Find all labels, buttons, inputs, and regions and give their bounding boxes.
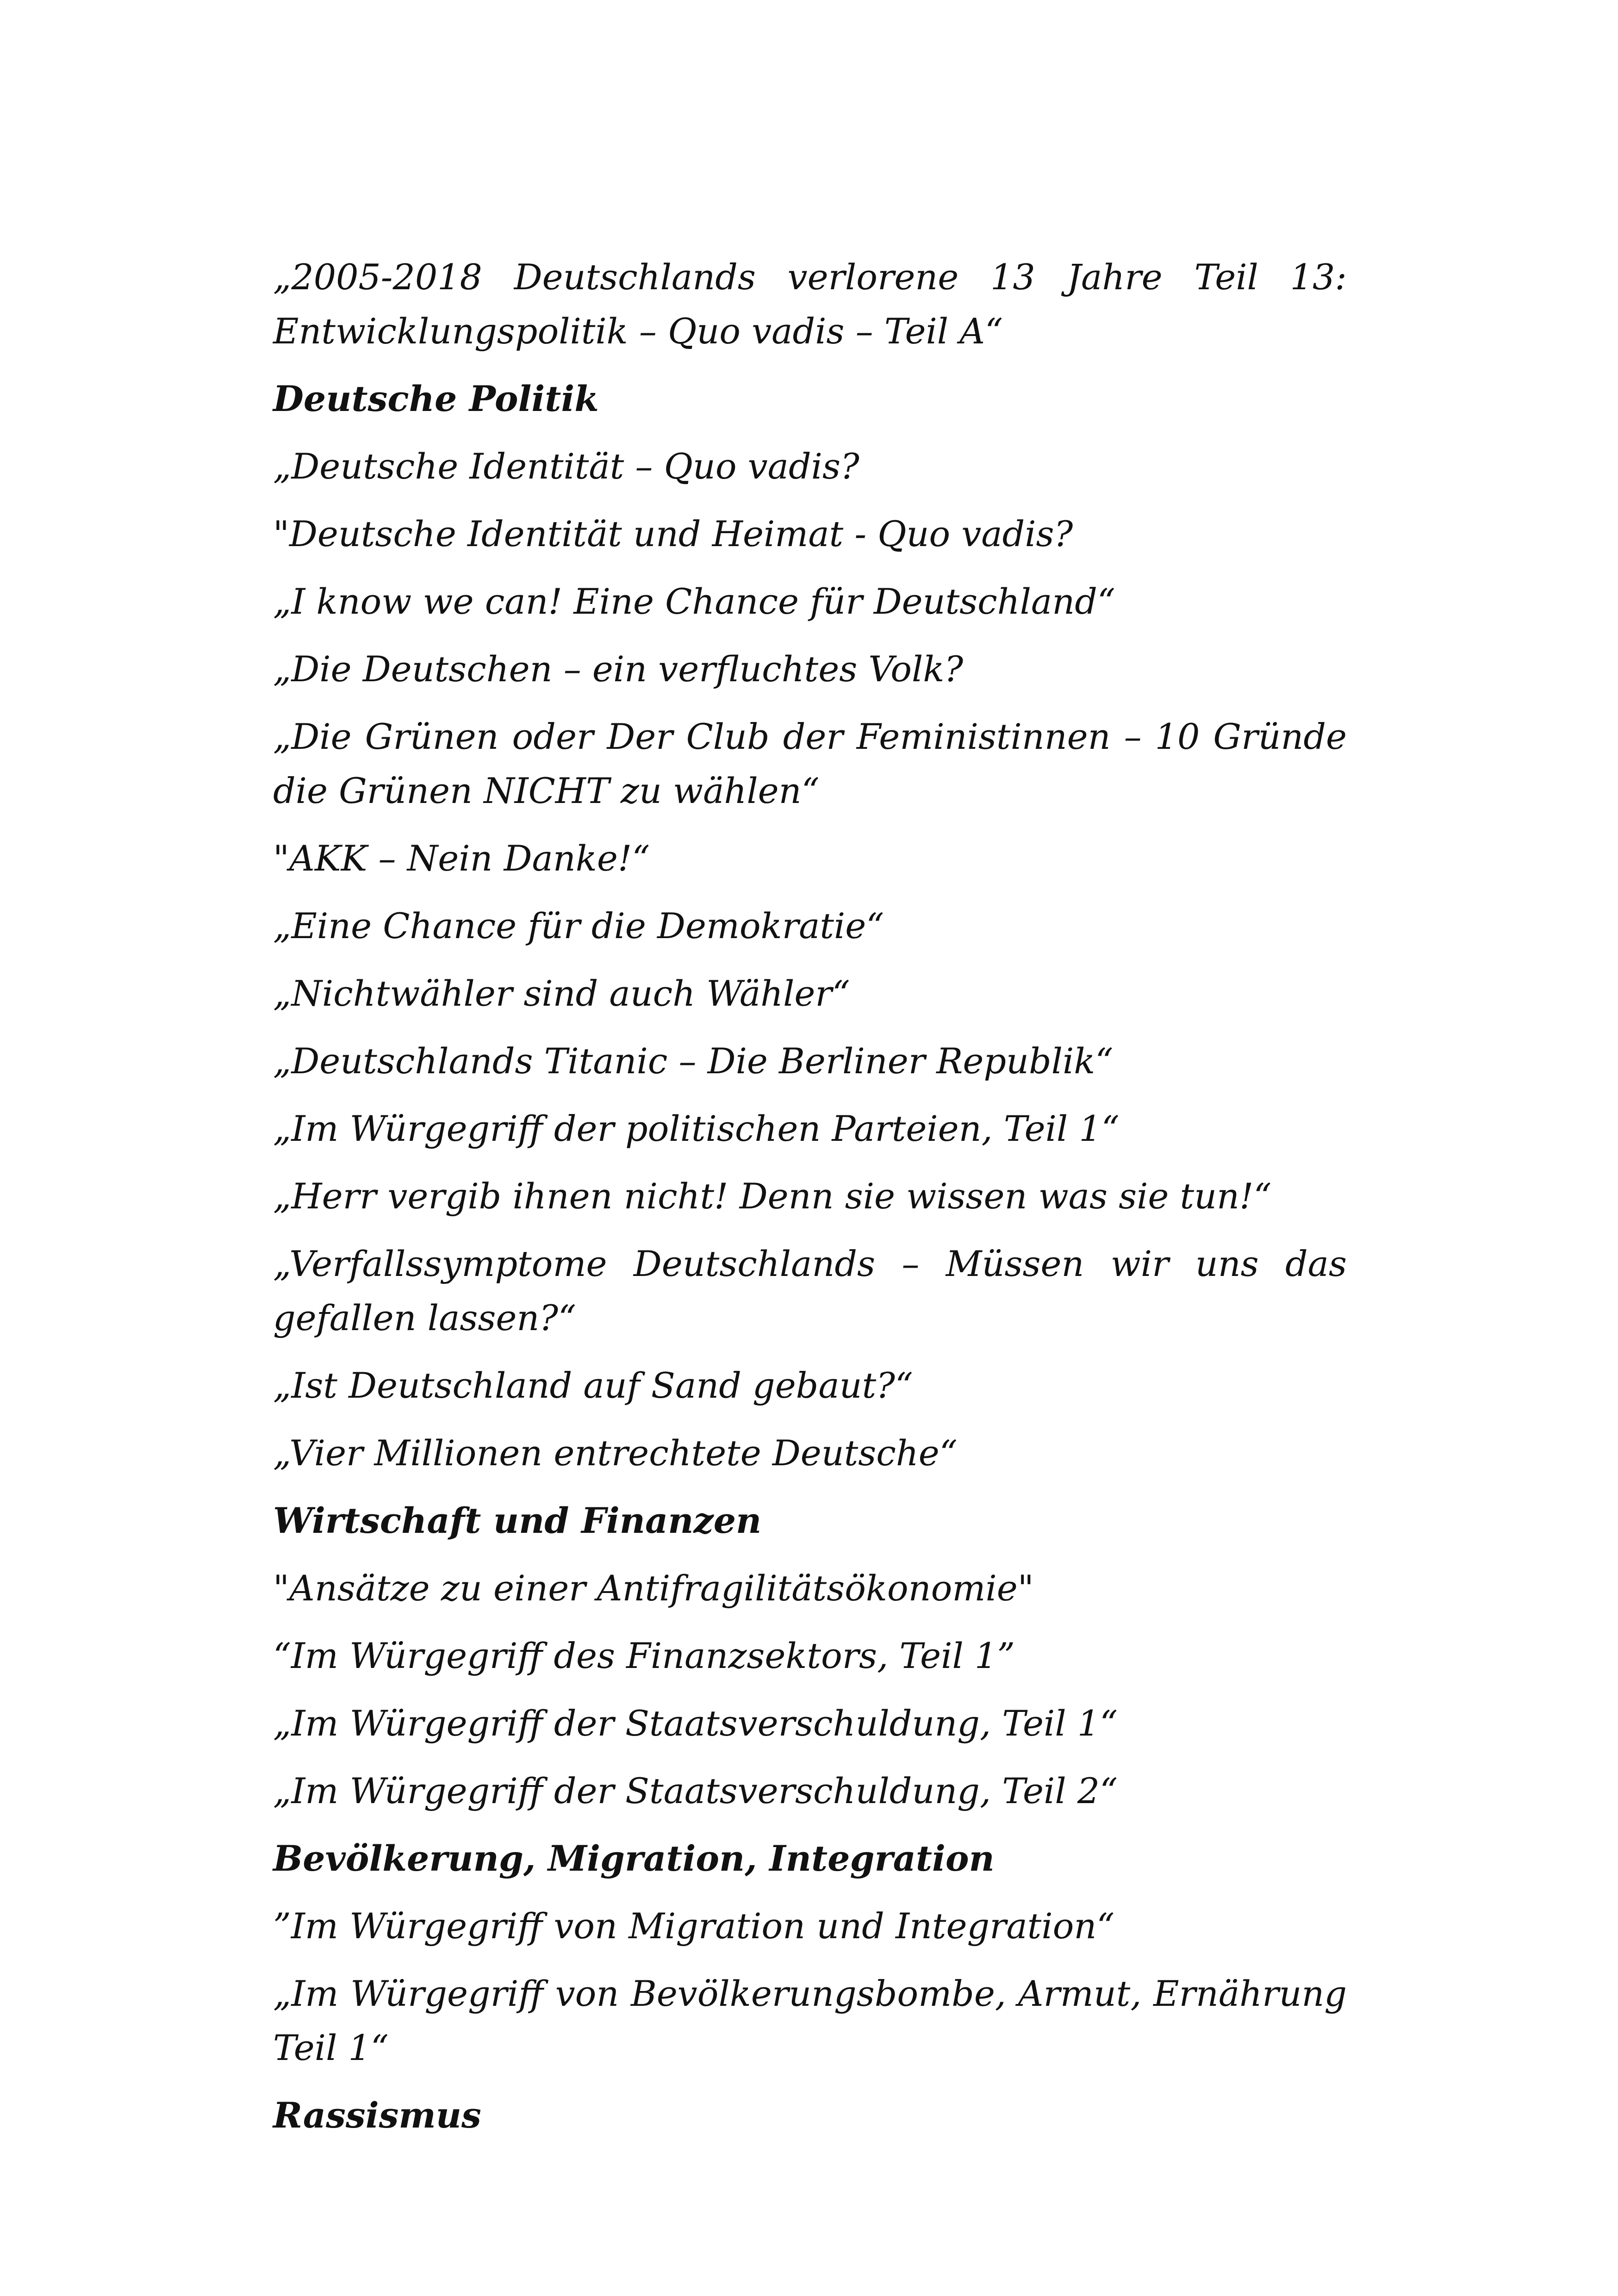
section-heading: Bevölkerung, Migration, Integration: [273, 1838, 995, 1879]
list-item: „Vier Millionen entrechtete Deutsche“: [273, 1432, 958, 1474]
list-item: „Deutsche Identität – Quo vadis?: [273, 446, 859, 487]
list-item: „Die Deutschen – ein verfluchtes Volk?: [273, 648, 964, 690]
list-item: „Nichtwähler sind auch Wähler“: [273, 973, 850, 1014]
list-item: „Im Würgegriff von Bevölkerungsbombe, Armut, Ernährung Teil 1“: [273, 1973, 1347, 2068]
section-heading: Wirtschaft und Finanzen: [273, 1500, 762, 1541]
list-item: „2005-2018 Deutschlands verlorene 13 Jahre Teil 13: Entwicklungspolitik – Quo vadis – Teil A“: [273, 256, 1347, 352]
list-item: „Verfallssymptome Deutschlands – Müssen wir uns das gefallen lassen?“: [273, 1243, 1347, 1338]
list-item: „Im Würgegriff der Staatsverschuldung, Teil 2“: [273, 1770, 1118, 1811]
list-item: „Eine Chance für die Demokratie“: [273, 905, 884, 946]
list-item: "Deutsche Identität und Heimat - Quo vadis?: [273, 513, 1073, 554]
list-item: „I know we can! Eine Chance für Deutschland“: [273, 581, 1115, 622]
title-list: [273, 250, 1347, 2156]
list-item: „Im Würgegriff der politischen Parteien, Teil 1“: [273, 1108, 1120, 1149]
list-item: „Herr vergib ihnen nicht! Denn sie wissen was sie tun!“: [273, 1176, 1272, 1217]
list-item: „Deutschlands Titanic – Die Berliner Republik“: [273, 1040, 1114, 1082]
list-item: "Ansätze zu einer Antifragilitätsökonomie": [273, 1568, 1034, 1609]
list-item: „Ist Deutschland auf Sand gebaut?“: [273, 1365, 913, 1406]
list-item: „Die Grünen oder Der Club der Feministinnen – 10 Gründe die Grünen NICHT zu wählen“: [273, 716, 1347, 811]
section-heading: Rassismus: [273, 2095, 481, 2136]
list-item: “Im Würgegriff des Finanzsektors, Teil 1”: [273, 1635, 1015, 1676]
list-item: "AKK – Nein Danke!“: [273, 838, 650, 879]
list-item: „Im Würgegriff der Staatsverschuldung, Teil 1“: [273, 1703, 1118, 1744]
list-item: ”Im Würgegriff von Migration und Integration“: [273, 1905, 1115, 1947]
section-heading: Deutsche Politik: [273, 378, 599, 419]
